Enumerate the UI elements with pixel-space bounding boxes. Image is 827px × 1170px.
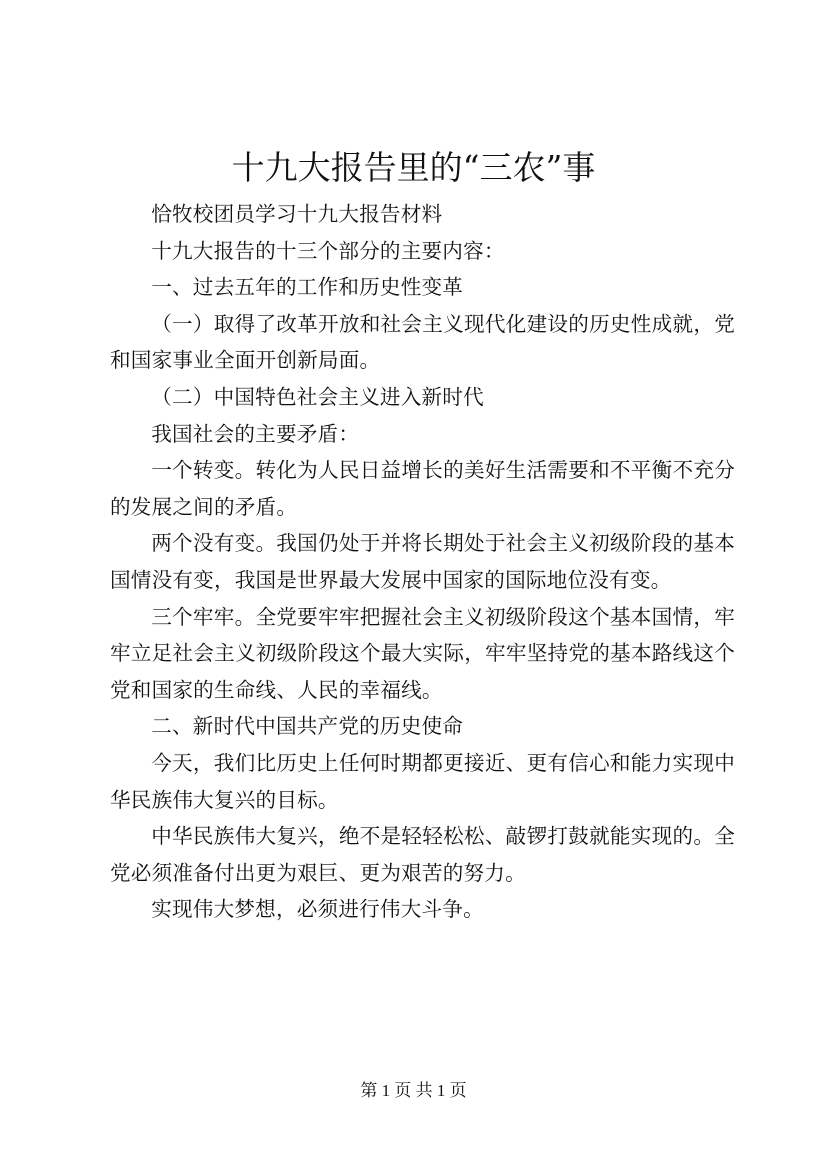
- paragraph: 今天，我们比历史上任何时期都更接近、更有信心和能力实现中华民族伟大复兴的目标。: [110, 750, 735, 812]
- page-footer: 第 1 页 共 1 页: [360, 1081, 467, 1100]
- section-heading-2: 二、新时代中国共产党的历史使命: [151, 714, 464, 739]
- paragraph: 一个转变。转化为人民日益增长的美好生活需要和不平衡不充分的发展之间的矛盾。: [110, 458, 735, 519]
- paragraph: 三个牢牢。全党要牢牢把握社会主义初级阶段这个基本国情，牢牢立足社会主义初级阶段这个最大实际，牢牢坚持党的基本路线这个党和国家的生命线、人民的幸福线。: [110, 604, 735, 702]
- paragraph-intro: 十九大报告的十三个部分的主要内容：: [151, 238, 505, 263]
- document-body: [110, 196, 735, 928]
- document-title: 十九大报告里的“三农”事: [231, 148, 596, 187]
- paragraph: 实现伟大梦想，必须进行伟大斗争。: [151, 897, 484, 922]
- paragraph: 我国社会的主要矛盾：: [151, 421, 360, 446]
- paragraph-subtitle: 恰牧校团员学习十九大报告材料: [151, 202, 443, 226]
- subsection-heading: （二）中国特色社会主义进入新时代: [151, 384, 484, 409]
- paragraph: 中华民族伟大复兴，绝不是轻轻松松、敲锣打鼓就能实现的。全党必须准备付出更为艰巨、更为艰苦的努力。: [110, 824, 735, 885]
- paragraph: 两个没有变。我国仍处于并将长期处于社会主义初级阶段的基本国情没有变，我国是世界最大发展中国家的国际地位没有变。: [110, 531, 735, 592]
- paragraph: （一）取得了改革开放和社会主义现代化建设的历史性成就，党和国家事业全面开创新局面。: [110, 311, 735, 373]
- section-heading-1: 一、过去五年的工作和历史性变革: [151, 275, 464, 300]
